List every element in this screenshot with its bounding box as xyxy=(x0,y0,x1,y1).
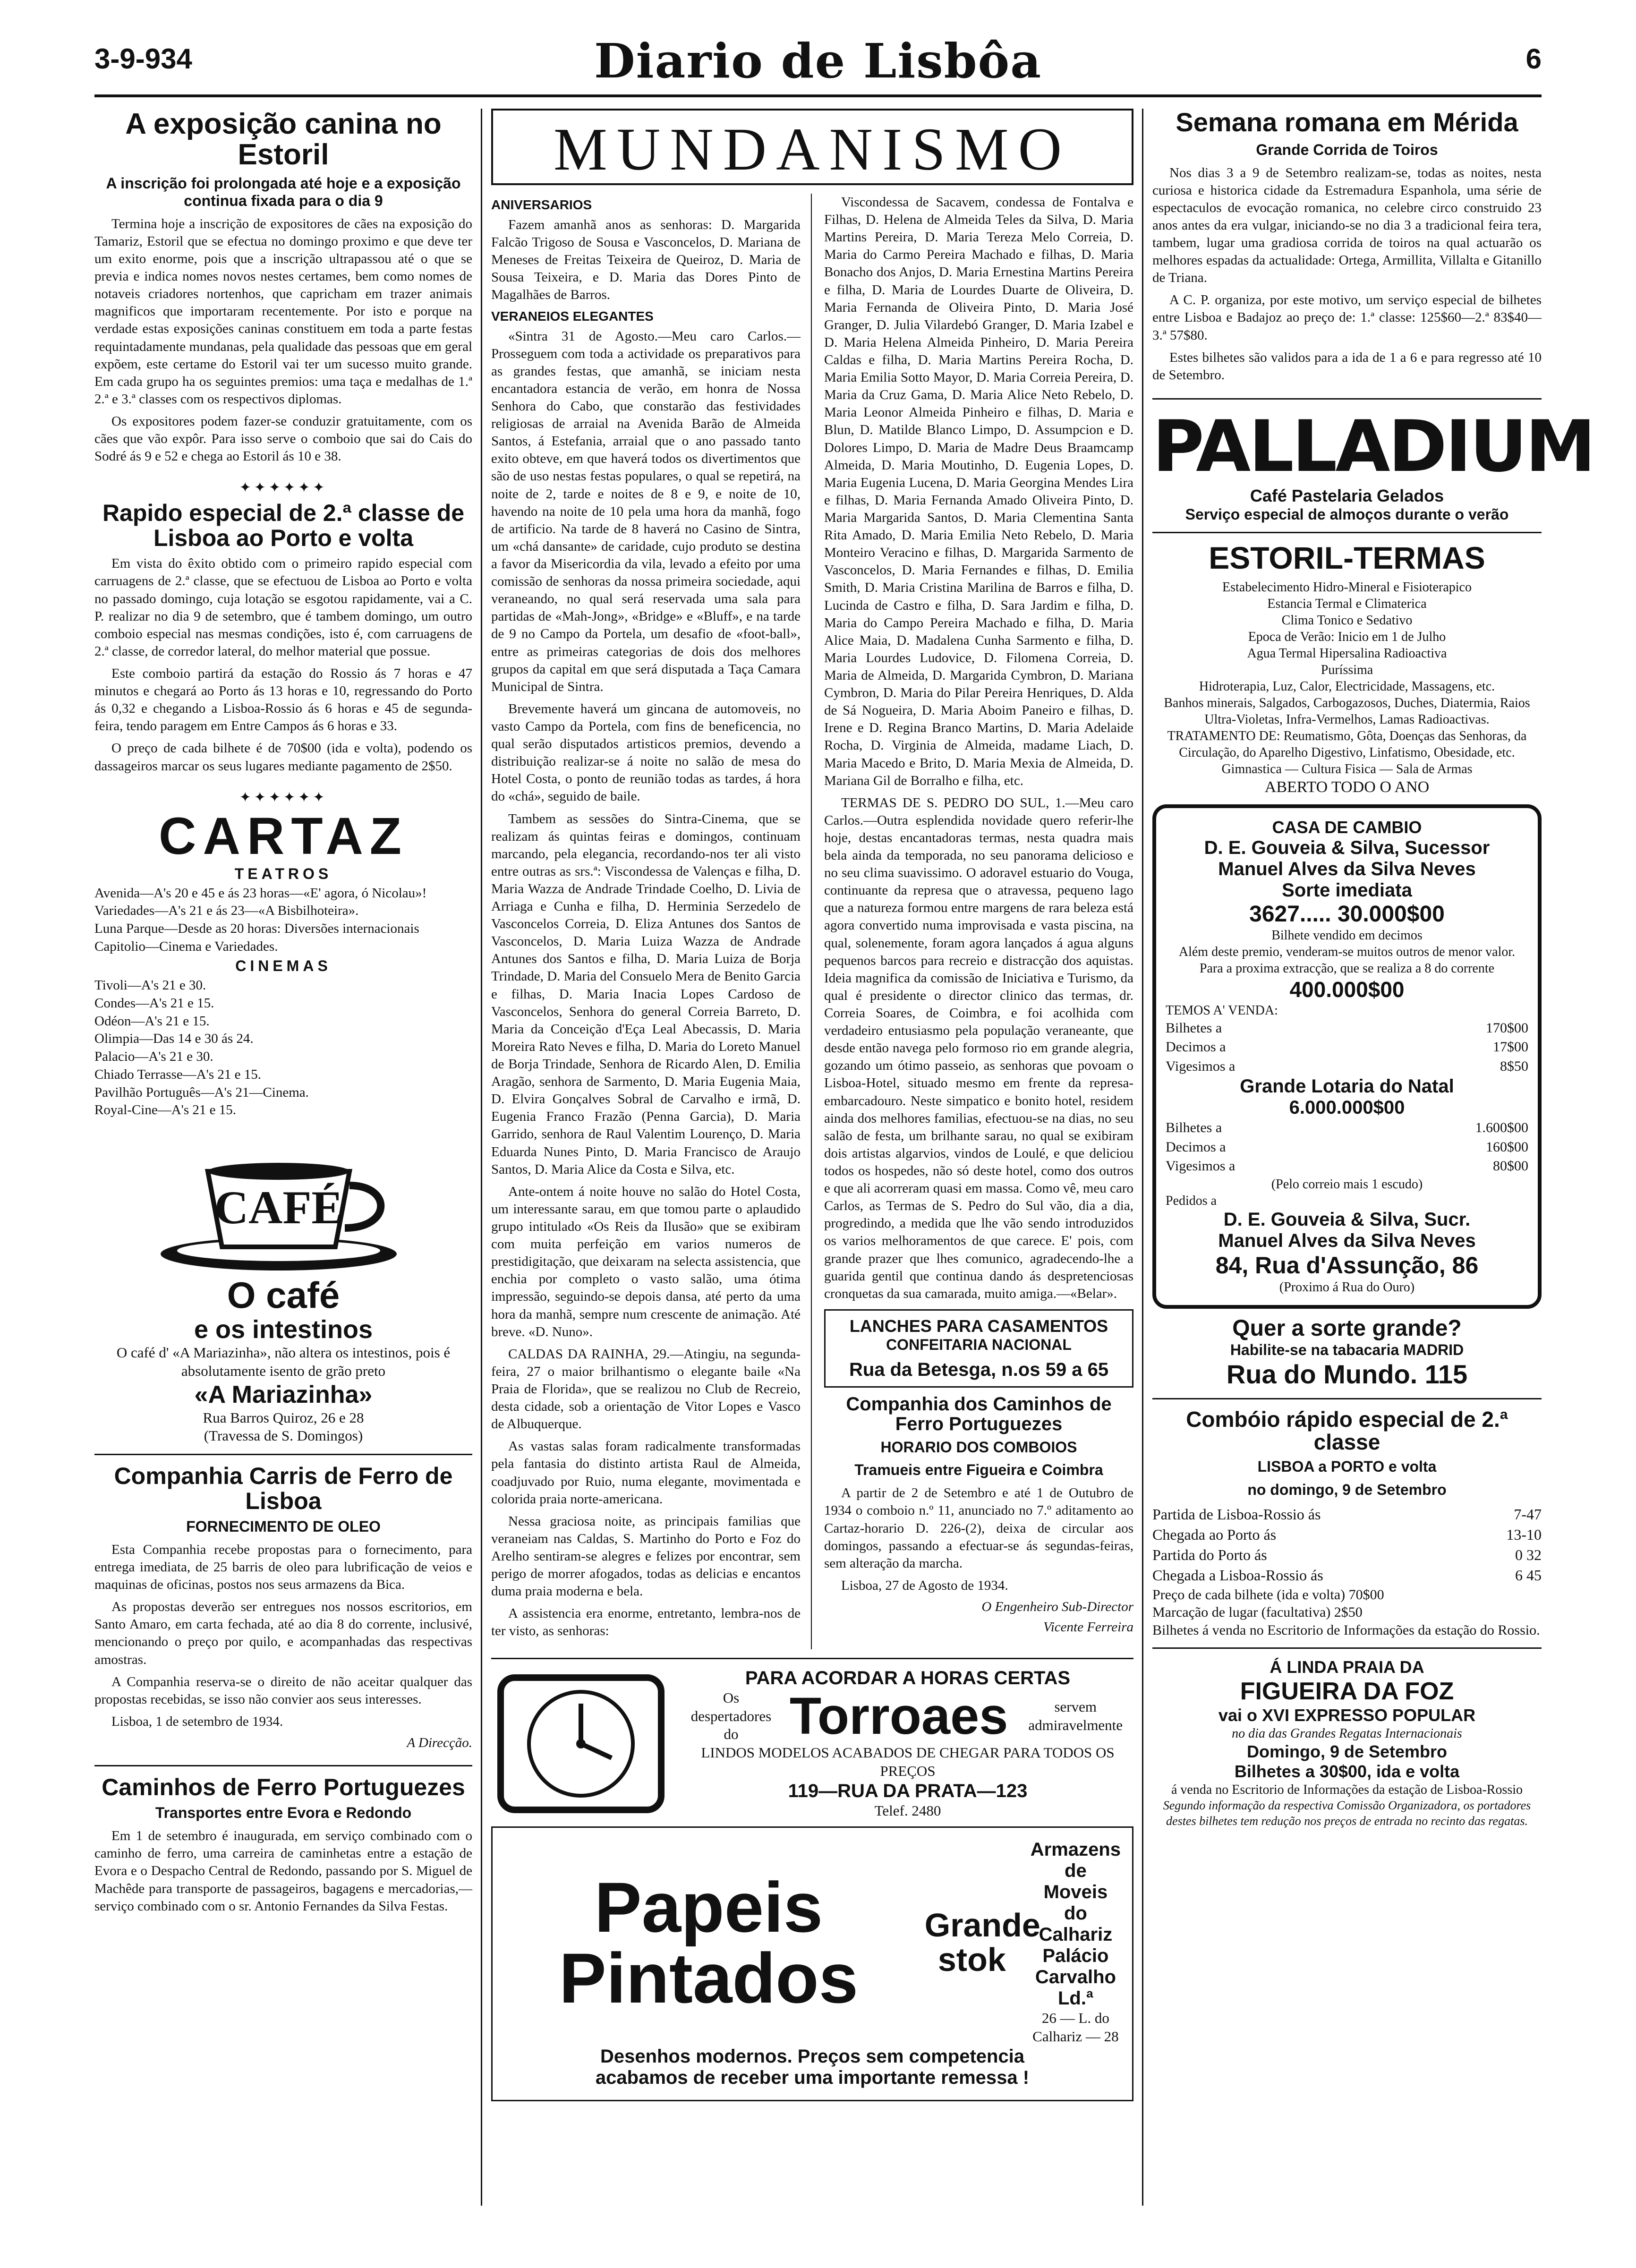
ad-address: (Travessa de S. Domingos) xyxy=(204,1427,363,1444)
separator-stars: ✦✦✦✦✦✦ xyxy=(239,789,328,805)
timetable-row xyxy=(1152,1504,1542,1525)
ad-text: Marcação de lugar (facultativa) 2$50 xyxy=(1152,1604,1363,1620)
article-paragraph: Nessa graciosa noite, as principais familias que veraneiam nas Caldas, S. Martinho do Porto e Foz do Arelho sentiram-se alegres e felizes por encontrar, sem perigo de morrer afogados, todas as delicias e encantos duma praia moderna e bela. xyxy=(491,1513,801,1599)
ad-text: (Proximo á Rua do Ouro) xyxy=(1279,1279,1415,1295)
page-number: 6 xyxy=(1525,43,1542,75)
ad-brand: D. E. Gouveia & Silva, Sucessor xyxy=(1204,837,1490,858)
ad-brand: Manuel Alves da Silva Neves xyxy=(1218,858,1476,879)
ad-casa-de-cambio xyxy=(1152,804,1542,1309)
price-label: Bilhetes a xyxy=(1166,1120,1222,1136)
ad-brand: D. E. Gouveia & Silva, Sucr. xyxy=(1223,1209,1471,1230)
price-label: Bilhetes a xyxy=(1166,1020,1222,1036)
ad-text: Café Pastelaria Gelados xyxy=(1250,486,1444,505)
listing-line: Chiado Terrasse—A's 21 e 15. xyxy=(94,1066,262,1082)
ad-estoril-termas xyxy=(1152,542,1542,798)
ad-subtitle: LISBOA a PORTO e volta xyxy=(1257,1458,1437,1475)
ad-brand-row xyxy=(682,1689,1133,1744)
listing-line: Pavilhão Português—A's 21—Cinema. xyxy=(94,1084,309,1100)
notice-title: Companhia dos Caminhos de Ferro Portuguezes xyxy=(846,1393,1112,1434)
section-rule xyxy=(1152,1647,1542,1649)
mundanismo-body xyxy=(491,194,1133,1649)
ad-torroaes-text xyxy=(682,1668,1133,1820)
ad-headline: Combóio rápido especial de 2.ª classe xyxy=(1186,1407,1508,1454)
timetable-row xyxy=(1152,1545,1542,1565)
notice-subtitle: Tramueis entre Figueira e Coimbra xyxy=(854,1461,1103,1479)
ad-text: Agua Termal Hipersalina Radioactiva xyxy=(1247,646,1447,661)
ad-headline: Papeis Pintados xyxy=(559,1867,859,2018)
ad-text: O café d' «A Mariazinha», não altera os intestinos, pois é absolutamente isento de grão preto xyxy=(116,1344,451,1379)
ad-text: Sorte imediata xyxy=(1282,879,1412,901)
section-rule xyxy=(491,1658,1133,1659)
price-row xyxy=(1166,1038,1528,1057)
notice-title: Caminhos de Ferro Portuguezes xyxy=(102,1773,465,1800)
article-paragraph: Tambem as sessões do Sintra-Cinema, que se realizam ás quintas feiras e domingos, continuam marcando, pela elegancia, recordando-nos ter ali visto entre outras as srs.ª: Viscondessa de Valenças e filha, D. Maria Wazza de Andrade Trindade Coelho, D. Livia de Arriaga e Cunha e filha, D. Herminia Serzedelo de Vasconcelos Correia, D. Eliza Antunes dos Santos de Vasconcelos, D. Maria Luiza Wazza de Andrade Antunes dos Santos e filha, D. Maria Luiza de Borja Trindade, D. Maria del Consuelo Mera de Benito Garcia e filhas, D. Maria Inacia Lopes Cardoso de Vasconcelos, Senhora do general Correia Barreto, D. Maria da Conceição d'Eça Leal Abecassis, D. Maria Moreira Rato Neves e filha, D. Maria do Loreto Manuel de Borja Trindade, Senhora de Ricardo Alen, D. Emilia Aragão, senhora de Sarmento, D. Maria Eugenia Maia, D. Elvira Gonçalves Sobral de Carvalho e irmã, D. Eugenia Franco Frazão (Penna Garcia), D. Maria Garrido, senhora de Raul Valentim Lourenço, D. Maria Eduarda Nunes Pinto, D. Maria Francisco de Araujo Santos, D. Maria Alice da Costa e Silva, etc. xyxy=(491,811,801,1177)
article-paragraph: O preço de cada bilhete é de 70$00 (ida e volta), podendo os dassageiros marcar os seus lugares mediante pagamento de 2$50. xyxy=(94,741,472,774)
mundanismo-right xyxy=(824,194,1133,1649)
ad-text: Bilhetes a 30$00, ida e volta xyxy=(1234,1762,1460,1782)
ad-text: Clima Tonico e Sedativo xyxy=(1281,613,1413,628)
price-row xyxy=(1166,1057,1528,1076)
cup-lettering: CAFÉ xyxy=(214,1181,343,1234)
price-value: 17$00 xyxy=(1493,1039,1528,1055)
column-divider xyxy=(1142,109,1143,2206)
article-paragraph: Nos dias 3 a 9 de Setembro realizam-se, todas as noites, nesta curiosa e historica cidade da Estremadura Espanhola, uma série de espectaculos de evocação romanica, no celebre circo construido 23 anos antes da era vulgar, iniciando-se no dia 3 a tradicional feira tera, tambem, lugar uma gradiosa corrida de toiros na qual actuarão os melhores espadas da actualidade: Ortega, Armillita, Villalta e Gitanillo de Triana. xyxy=(1152,165,1542,286)
article-paragraph: CALDAS DA RAINHA, 29.—Atingiu, na segunda-feira, 27 o maior brilhantismo o elegante baile «Na Praia de Florida», que se realizou no Club de Recreio, desta cidade, sob a orientação de Vitor Lopes e Vasco de Albuquerque. xyxy=(491,1346,801,1432)
section-rule xyxy=(94,1765,472,1766)
timetable-time: 0 32 xyxy=(1515,1546,1542,1564)
article-subtitle: A inscrição foi prolongada até hoje e a exposição continua fixada para o dia 9 xyxy=(106,175,461,209)
ad-brand: «A Mariazinha» xyxy=(194,1381,373,1408)
article-subtitle: Grande Corrida de Toiros xyxy=(1256,141,1438,158)
subsection-label: ANIVERSARIOS xyxy=(491,197,592,212)
article-paragraph: Brevemente haverá um gincana de automoveis, no vasto Campo da Portela, com fins de beneficencia, no qual serão disputados artisticos premios, devendo a distribuição realizar-se á noite no salão de mesa do Hotel Costa, o ponto de reunião todas as tardes, á hora do «chá», seguido de baile. xyxy=(491,701,801,804)
ad-headline: PARA ACORDAR A HORAS CERTAS xyxy=(745,1667,1071,1688)
ad-text: no dia das Grandes Regatas Internacionais xyxy=(1232,1726,1462,1741)
ad-headline: ESTORIL-TERMAS xyxy=(1209,540,1485,575)
ad-text: (Pelo correio mais 1 escudo) xyxy=(1271,1177,1423,1192)
ad-text: Desenhos modernos. Preços sem competencia xyxy=(600,2046,1025,2067)
article-paragraph: Em vista do êxito obtido com o primeiro rapido especial com carruagens de 2.ª classe, que se efectuou de Lisboa ao Porto e volta no passado domingo, cuja lotação se esgotou rapidamente, vai a C. P. realizar no dia 9 de setembro, que é tambem domingo, um outro comboio especial nas mesmas condições, isto é, com carruagens de 2.ª classe, de corredor lateral, do melhor material que possue. xyxy=(94,556,472,659)
timetable-label: Partida de Lisboa-Rossio ás xyxy=(1152,1505,1321,1523)
ad-papeis-pintados xyxy=(491,1826,1133,2101)
ad-brand: Torroaes xyxy=(789,1687,1008,1746)
ad-address: Rua do Mundo. 115 xyxy=(1226,1359,1468,1389)
masthead-rule xyxy=(94,94,1542,97)
cartaz-title: CARTAZ xyxy=(159,807,408,865)
notice-signature: O Engenheiro Sub-Director xyxy=(981,1599,1133,1614)
article-paragraph: Ante-ontem á noite houve no salão do Hotel Costa, um interessante sarau, em que tomou parte o aplaudido grupo intitulado «Os Reis da Ilusão» que se exibiram com muita perfeição em varios numeros de prestidigitação, que deixaram na selecta assistencia, que enchia por completo o vasto salão, uma ótima impressão, seguindo-se depois dansa, até perto da uma hora da manhã, sempre num crescente de animação. Até breve. «D. Nuno». xyxy=(491,1184,801,1339)
article-paragraph: «Sintra 31 de Agosto.—Meu caro Carlos.—Prosseguem com toda a actividade os preparativos para as grandes festas, que amanhã, se iniciam nesta encantadora estancia de verão, em honra de Nossa Senhora do Cabo, que constarão das festividades religiosas de arraial na Avenida Barão de Almeida Santos, á Estefania, arraial que o ano passado tanto exito obteve, em que haverá todos os divertimentos que são de uso nestas festas populares, o qual se repetirá, na noite de 2, tarde e noites de 8 e 9, e noite de 10, havendo na noite de 10 pela uma hora da manhã, fogo de artificio. Na tarde de 8 haverá no Casino de Sintra, um «chá dansante» de caridade, cujo produto se destina a favor da Misericordia da vila, levado a efeito por uma comissão de senhoras da nossa primeira sociedade, aqui veraneando, no qual será reservada uma sala para partidas de «Mah-Jong», «Bridge» e «Bluff», e na tarde de 9 no Campo da Portela, um desafio de «foot-ball», entre as primeiras categorias de dois dos melhores grupos da capital em que será disputada a Taça Camara Municipal de Sintra. xyxy=(491,328,801,694)
article-canine-exhibition xyxy=(94,109,472,465)
article-paragraph: TERMAS DE S. PEDRO DO SUL, 1.—Meu caro Carlos.—Outra esplendida novidade quero referir-lhe hoje, destas encantadoras termas, nesta quadra mais bela ainda da temporada, no seu panorama delicioso e no seu clima suavissimo. O adoravel estuario do Vouga, continuante da represa que o atravessa, pequeno lago que a natureza formou entre margens de rara beleza está agora convertido numa improvisada e vasta piscina, na qual, solenemente, foram agora lançados á agua alguns pequenos barcos para recreio e distracção dos aquistas. Ideia magnifica da comissão de Iniciativa e Turismo, da qual é presidente o director clinico das termas, dr. Correia Soares, de Coimbra, e foi acolhida com verdadeiro entusiasmo pela população veraneante, que desde então navega pelo formoso rio em grande alegria, gozando um ótimo passeio, as senhoras que povoam o Lisboa-Hotel, situado mesmo em frente da represa-embarcadouro. Neste simpatico e bonito hotel, residem ainda dos melhores familias, efectuou-se na dias, no seu salão de festa, um brilhante sarau, no qual se exibiram dois artistas algarvios, vindos de Loulé, e que deliciou todos os hospedes, não só deste hotel, como dos outros e que ali acorreram quasi em massa. Como vê, meu caro Carlos, as Termas de S. Pedro do Sul vão, dia a dia, progredindo, a medida que lhe vão sendo introduzidos os varios melhoramentos de que carece. E' pois, com grande prazer que lhes comunico, agradecendo-lhe a guarida gentil que continua dando ás despretenciosas cronquetas da sua camarada, muito amiga.—«Belar». xyxy=(824,795,1133,1301)
section-rule xyxy=(1152,398,1542,400)
price-row xyxy=(1166,1118,1528,1138)
article-paragraph: Termina hoje a inscrição de expositores de cães na exposição do Tamariz, Estoril que se efectua no domingo proximo e que deve ter um exito enorme, pois que a inscrição ultrapassou até o que se previa e indica nomes novos nestes certames, bem como nomes de notaveis criadores nortenhos, que capricham em trazer animais magnificos que importaram recentemente. Por isto e porque na verdade estas exposições caninas constituem em toda a parte festas requintadamente mundanas, pela qualidade das pessoas que em geral expõem, este certame do Estoril vai ter um sucesso muito grande. Em cada grupo ha os seguintes premios: uma taça e medalhas de 1.ª 2.ª e 3.ª classes com os respectivos diplomas. xyxy=(94,216,472,407)
ad-address: 119—RUA DA PRATA—123 xyxy=(788,1780,1028,1801)
price-row xyxy=(1166,1157,1528,1176)
timetable-time: 13-10 xyxy=(1506,1526,1542,1543)
price-value: 80$00 xyxy=(1493,1158,1528,1174)
ad-papeis-row xyxy=(504,1839,1121,2046)
ad-palladium xyxy=(1152,405,1594,523)
ad-text: Além deste premio, venderam-se muitos outros de menor valor. xyxy=(1178,944,1516,959)
timetable-label: Partida do Porto ás xyxy=(1152,1546,1267,1564)
cartaz-section-label: CINEMAS xyxy=(235,957,332,975)
notice-date: Lisboa, 1 de setembro de 1934. xyxy=(111,1714,283,1729)
notice-signature: A Direcção. xyxy=(407,1735,472,1750)
ad-subheadline: Grande stok xyxy=(924,1906,1040,1978)
ad-text: vai o XVI EXPRESSO POPULAR xyxy=(1218,1705,1476,1725)
ad-subtitle: CONFEITARIA NACIONAL xyxy=(886,1336,1072,1353)
article-paragraph: As vastas salas foram radicalmente transformadas pela fantasia do distinto artista Raul de Almeida, coadjuvado por Ruio, numa elegante, movimentada e colorida praia norte-americana. xyxy=(491,1439,801,1507)
listing-line: Royal-Cine—A's 21 e 15. xyxy=(94,1102,237,1118)
price-value: 170$00 xyxy=(1486,1020,1528,1036)
ad-text: acabamos de receber uma importante remessa ! xyxy=(595,2067,1030,2088)
issue-date: 3-9-934 xyxy=(94,43,192,75)
ad-prize-amount: 6.000.000$00 xyxy=(1289,1097,1405,1118)
ad-headline: O café xyxy=(227,1274,340,1316)
ad-text: ABERTO TODO O ANO xyxy=(1264,778,1430,796)
ad-text: TRATAMENTO DE: Reumatismo, Gôta, Doenças das Senhoras, da Circulação, do Aparelho Digestivo, Linfatismo, Obesidade, etc. xyxy=(1167,729,1527,760)
ad-text: TEMOS A' VENDA: xyxy=(1166,1003,1278,1018)
notice-paragraph: A partir de 2 de Setembro e até 1 de Outubro de 1934 o comboio n.º 11, anunciado no 7.º aditamento ao Cartaz-horario D. 226-(2), deixa de circular aos domingos, passando a efectuar-se ás segundas-feiras, sem alteração da marcha. xyxy=(824,1485,1133,1571)
section-rule xyxy=(94,1454,472,1455)
ad-text: Estabelecimento Hidro-Mineral e Fisioterapico xyxy=(1222,580,1472,595)
cartaz-section-label: TEATROS xyxy=(234,865,332,882)
ad-text: Segundo informação da respectiva Comissão Organizadora, os portadores destes bilhetes tem redução nos preços de entrada no recinto das regatas. xyxy=(1163,1799,1531,1828)
ad-text: Para a proxima extracção, que se realiza a 8 do corrente xyxy=(1199,961,1495,976)
timetable-time: 7-47 xyxy=(1514,1505,1542,1523)
timetable-row xyxy=(1152,1525,1542,1545)
notice-subtitle: Transportes entre Evora e Redondo xyxy=(155,1804,412,1822)
ad-text: Serviço especial de almoços durante o verão xyxy=(1185,505,1509,523)
price-row xyxy=(1166,1019,1528,1038)
ad-cafe-mariazinha xyxy=(94,1134,472,1445)
column-left xyxy=(94,109,472,2206)
ad-text: Habilite-se na tabacaria MADRID xyxy=(1230,1341,1464,1358)
ad-torroaes xyxy=(491,1668,1133,1820)
ad-address: 84, Rua d'Assunção, 86 xyxy=(1215,1252,1479,1279)
ad-address: 26 — L. do Calhariz — 28 xyxy=(1032,2010,1119,2045)
listing-line: Variedades—A's 21 e ás 23—«A Bisbilhoteira». xyxy=(94,903,359,919)
ad-subheadline: Grande Lotaria do Natal xyxy=(1240,1076,1454,1097)
listing-line: Tivoli—A's 21 e 30. xyxy=(94,978,206,993)
price-label: Decimos a xyxy=(1166,1139,1226,1155)
column-center xyxy=(491,109,1133,2206)
ad-address: Rua Barros Quiroz, 26 e 28 xyxy=(203,1409,364,1426)
article-title: Semana romana em Mérida xyxy=(1176,107,1518,137)
ad-subtitle: no domingo, 9 de Setembro xyxy=(1247,1481,1447,1499)
column-divider xyxy=(481,109,482,2206)
notice-subtitle: HORARIO DOS COMBOIOS xyxy=(880,1438,1077,1456)
price-value: 1.600$00 xyxy=(1475,1120,1528,1136)
article-merida xyxy=(1152,109,1542,384)
article-paragraph: Este comboio partirá da estação do Rossio ás 7 horas e 47 minutos e chegará ao Porto ás 13 horas e 10, regressando do Porto ás 0,32 e chegando a Lisboa-Rossio ás 6 horas e 45 de segunda-feira, tendo paragem em Entre Campos ás 6 horas e 33. xyxy=(94,665,472,734)
listing-line: Capitolio—Cinema e Variedades. xyxy=(94,938,278,954)
listing-line: Palacio—A's 21 e 30. xyxy=(94,1049,213,1065)
ad-text: Domingo, 9 de Setembro xyxy=(1246,1742,1448,1762)
listing-line: Odéon—A's 21 e 15. xyxy=(94,1013,210,1029)
notice-paragraph: A Companhia reserva-se o direito de não aceitar qualquer das propostas recebidas, se isso não convier aos seus interesses. xyxy=(94,1674,472,1707)
price-row xyxy=(1166,1138,1528,1157)
price-label: Vigesimos a xyxy=(1166,1058,1236,1074)
notice-date: Lisboa, 27 de Agosto de 1934. xyxy=(841,1577,1008,1593)
ad-prize-amount: 400.000$00 xyxy=(1289,977,1405,1002)
article-special-train xyxy=(94,501,472,775)
ad-text: Á LINDA PRAIA DA xyxy=(1270,1657,1424,1677)
notice-subtitle: FORNECIMENTO DE OLEO xyxy=(186,1518,381,1535)
newspaper-title: Diario de Lisbôa xyxy=(594,33,1042,89)
section-rule xyxy=(1152,532,1542,533)
alarm-clock-icon xyxy=(491,1668,671,1819)
coffee-cup-icon xyxy=(151,1134,416,1275)
ad-text: Preço de cada bilhete (ida e volta) 70$00 xyxy=(1152,1586,1384,1603)
column-right xyxy=(1152,107,1594,2206)
ad-text: Estancia Termal e Climaterica xyxy=(1267,597,1427,612)
article-paragraph: Fazem amanhã anos as senhoras: D. Margarida Falcão Trigoso de Sousa e Vasconcelos, D. Mariana de Meneses de Freitas Teixeira de Queiroz, D. Maria de Sousa Teixeira, e D. Maria das Dores Pinto de Magalhães de Barros. xyxy=(491,217,801,303)
ad-lanches xyxy=(824,1309,1133,1388)
listing-line: Olimpia—Das 14 e 30 ás 24. xyxy=(94,1031,254,1047)
notice-paragraph: Em 1 de setembro é inaugurada, em serviço combinado com o caminho de ferro, uma carreira de caminhetas entre a estação de Evora e o Despacho Central de Redondo, passando por S. Miguel de Machêde para transporte de passageiros, bagagens e mercadorias,—serviço combinado com o sr. Antonio Fernandes da Silva Festas. xyxy=(94,1828,472,1914)
ad-text: Epoca de Verão: Inicio em 1 de Julho xyxy=(1248,630,1446,645)
article-paragraph: Estes bilhetes são validos para a ida de 1 a 6 e para regresso até 10 de Setembro. xyxy=(1152,350,1542,383)
ad-text: Bilhetes á venda no Escritorio de Informações da estação do Rossio. xyxy=(1152,1622,1540,1638)
ad-subheadline: e os intestinos xyxy=(194,1315,373,1344)
notice-title: Companhia Carris de Ferro de Lisboa xyxy=(114,1463,453,1514)
listing-line: Condes—A's 21 e 15. xyxy=(94,996,214,1011)
ad-brand: Manuel Alves da Silva Neves xyxy=(1218,1230,1476,1251)
mundanismo-header xyxy=(491,109,1133,185)
price-value: 160$00 xyxy=(1486,1139,1528,1155)
price-label: Vigesimos a xyxy=(1166,1158,1236,1174)
mundanismo-left xyxy=(491,194,812,1649)
timetable-label: Chegada a Lisboa-Rossio ás xyxy=(1152,1567,1323,1584)
ad-phone: Telef. 2480 xyxy=(874,1802,941,1819)
ad-shop-name: Palácio Carvalho Ld.ª xyxy=(1035,1945,1116,2009)
notice-carris xyxy=(94,1464,472,1751)
ad-winning-number: 3627..... 30.000$00 xyxy=(1249,901,1445,927)
ad-text: Gimnastica — Cultura Fisica — Sala de Armas xyxy=(1221,762,1473,777)
ad-text: Bilhete vendido em decimos xyxy=(1271,928,1423,943)
ad-headline: FIGUEIRA DA FOZ xyxy=(1240,1678,1454,1705)
section-rule xyxy=(1152,1398,1542,1399)
subsection-label: VERANEIOS ELEGANTES xyxy=(491,308,654,324)
article-paragraph: A assistencia era enorme, entretanto, lembra-nos de ter visto, as senhoras: xyxy=(491,1606,801,1639)
notice-caminhos xyxy=(94,1775,472,1915)
ad-text: Os despertadores do xyxy=(690,1689,772,1743)
ad-brand-logo: PALLADIUM xyxy=(1152,405,1594,488)
timetable-row xyxy=(1152,1565,1542,1586)
ad-figueira-da-foz xyxy=(1152,1657,1542,1829)
article-title: A exposição canina no Estoril xyxy=(125,108,442,171)
cartaz-listings xyxy=(94,807,472,1119)
notice-cp-timetable xyxy=(824,1394,1133,1635)
ad-address: Rua da Betesga, n.os 59 a 65 xyxy=(849,1359,1109,1380)
ad-text: Pedidos a xyxy=(1166,1193,1217,1208)
timetable-label: Chegada ao Porto ás xyxy=(1152,1526,1277,1543)
price-label: Decimos a xyxy=(1166,1039,1226,1055)
notice-paragraph: As propostas deverão ser entregues nos nossos escritorios, em Santo Amaro, em carta fechada, até ao dia 8 do corrente, inclusivé, mencionando o preço por quilo, e acompanhadas das respectivas amostras. xyxy=(94,1599,472,1667)
ad-shop-name: Armazens de Moveis do Calhariz xyxy=(1030,1839,1121,1945)
article-title: Rapido especial de 2.ª classe de Lisboa ao Porto e volta xyxy=(102,500,465,551)
ad-combóio-rapido xyxy=(1152,1408,1542,1639)
ad-text: Puríssima xyxy=(1321,663,1373,678)
listing-line: Luna Parque—Desde as 20 horas: Diversões internacionais xyxy=(94,921,419,936)
masthead xyxy=(94,33,1542,90)
ad-text: á venda no Escritorio de Informações da estação de Lisboa-Rossio xyxy=(1171,1782,1523,1798)
separator-stars: ✦✦✦✦✦✦ xyxy=(239,480,328,496)
article-paragraph: Viscondessa de Sacavem, condessa de Fontalva e Filhas, D. Helena de Almeida Teles da Silva, D. Maria Martins Pereira, D. Maria Tereza Melo Correia, D. Maria do Carmo Pereira Machado e filhas, D. Maria Bonacho dos Anjos, D. Maria Ernestina Martins Pereira e filha, D. Maria de Lourdes Duarte de Oliveira, D. Maria Fernanda de Oliveira Pinto, D. Maria José Granger, D. Julia Vilardebó Granger, D. Maria Izabel e D. Maria Helena Almeida Pinheiro, D. Maria Pereira Caldas e filha, D. Maria Martins Pereira Rocha, D. Maria Emilia Sotto Mayor, D. Maria Correia Pereira, D. Maria da Cruz Gama, D. Maria Alice Neto Rebelo, D. Maria Leonor Almeida Pinheiro e filhas, D. Maria e Blun, D. Matilde Blanco Limpo, D. Assumpcion e D. Dolores Limpo, D. Maria de Madre Deus Braamcamp Almeida, D. Maria Moutinho, D. Eugenia Lopes, D. Maria Eugenia Lucena, D. Maria Georgina Mendes Lira e filhas, D. Maria Fernanda Amado Oliveira Pinto, D. Maria Margarida Santos, D. Maria Clementina Santa Rita Amado, D. Maria Emilia Neto Rebelo, D. Maria Monteiro Veracino e filhas, D. Margarida Sarmento de Vasconcelos, D. Maria Fernandes e filhas, D. Emilia Smith, D. Maria Cristina Marilina de Barros e filha, D. Lucinda de Castro e filha, D. Sara Jardim e filha, D. Maria do Campo Pereira Machado e filha, D. Maria Alice Maia, D. Madalena Cunha Sarmento e filha, D. Maria Lourdes Ludovice, D. Filomena Correia, D. Maria de Almeida, D. Margarida Cymbron, D. Mariana Cymbron, D. Maria do Pilar Pereira Henriques, D. Alda de Sá Nogueira, D. Maria Aboim Paneiro e filhas, D. Irene e D. Regina Branco Martins, D. Maria Adelaide Rocha, D. Virginia de Almeida, madame Liach, D. Maria Macedo e Brito, D. Maria Mexia de Almeida, D. Mariana Gil de Borralho e filha, etc. xyxy=(824,195,1133,788)
price-value: 8$50 xyxy=(1500,1058,1528,1074)
article-paragraph: Os expositores podem fazer-se conduzir gratuitamente, com os cães que vão expôr. Para isso serve o comboio que sai do Cais do Sodré ás 9 e 52 e chega ao Estoril ás 10 e 38. xyxy=(94,413,472,464)
article-paragraph: A C. P. organiza, por este motivo, um serviço especial de bilhetes entre Lisboa e Badajoz ao preço de: 1.ª classe: 125$60—2.ª 83$40—3.ª 57$80. xyxy=(1152,292,1542,343)
ad-shop xyxy=(1031,1839,1121,2046)
notice-signature: Vicente Ferreira xyxy=(1043,1619,1133,1635)
ad-text: servem admiravelmente xyxy=(1028,1698,1123,1734)
section-title: MUNDANISMO xyxy=(553,116,1072,183)
ad-text: Banhos minerais, Salgados, Carbogazosos, Duches, Diatermia, Raios Ultra-Violetas, Infra-Vermelhos, Lamas Radioactivas. xyxy=(1164,696,1530,727)
notice-paragraph: Esta Companhia recebe propostas para o fornecimento, para entrega imediata, de 25 barris de oleo para lubrificação de veios e maquinas de oficinas, postos nos seus armazens da Bica. xyxy=(94,1542,472,1593)
ad-text: LINDOS MODELOS ACABADOS DE CHEGAR PARA TODOS OS PREÇOS xyxy=(701,1744,1115,1779)
ad-headline: LANCHES PARA CASAMENTOS xyxy=(849,1316,1108,1336)
ad-headline: Quer a sorte grande? xyxy=(1232,1315,1462,1341)
ad-text: Hidroterapia, Luz, Calor, Electricidade, Massagens, etc. xyxy=(1199,679,1495,694)
ad-tabacaria-madrid xyxy=(1152,1315,1542,1390)
ad-headline: CASA DE CAMBIO xyxy=(1272,817,1422,837)
timetable-time: 6 45 xyxy=(1515,1567,1542,1584)
listing-line: Avenida—A's 20 e 45 e ás 23 horas—«E' agora, ó Nicolau»! xyxy=(94,885,427,901)
